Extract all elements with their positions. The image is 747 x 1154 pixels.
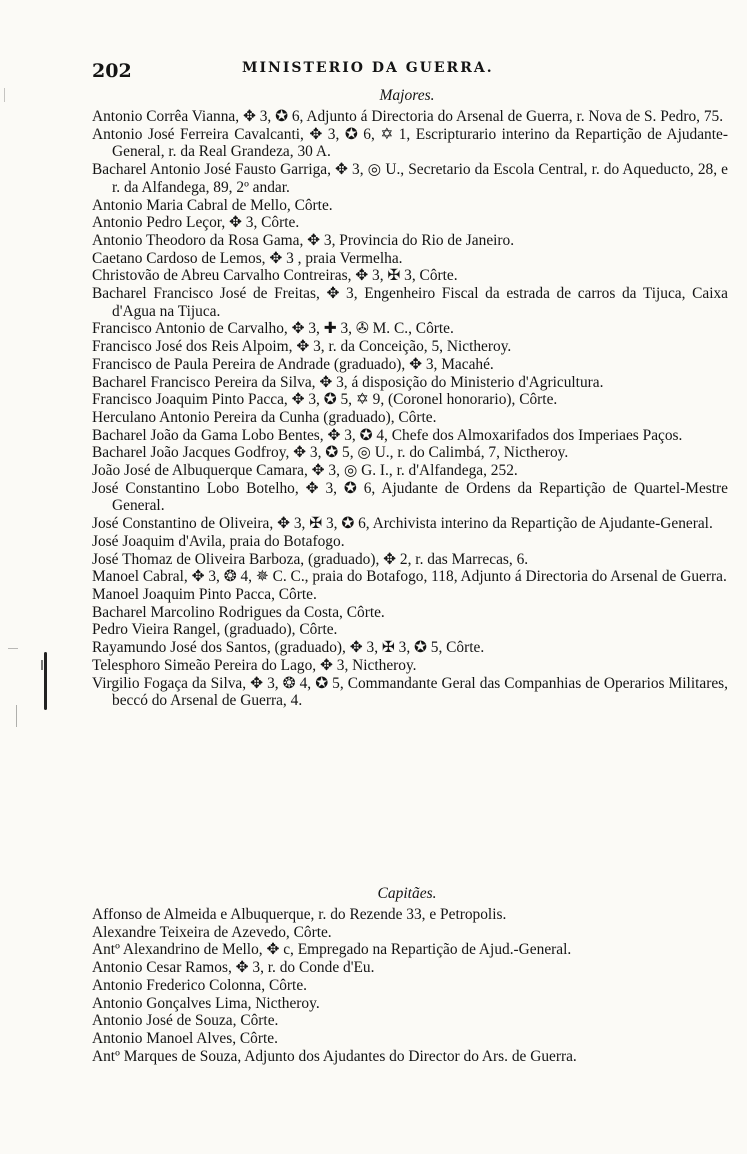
list-item: Pedro Vieira Rangel, (graduado), Côrte. xyxy=(92,621,338,639)
list-item: Francisco de Paula Pereira de Andrade (graduado), ✥ 3, Macahé. xyxy=(92,355,494,373)
list-item: Antonio Cesar Ramos, ✥ 3, r. do Conde d'Eu. xyxy=(92,959,375,977)
capitaes-list xyxy=(92,906,728,1065)
list-item: Antº Alexandrino de Mello, ✥ c, Empregado na Repartição de Ajud.-General. xyxy=(92,941,572,959)
page-header xyxy=(92,60,722,84)
list-item: Manoel Joaquim Pinto Pacca, Côrte. xyxy=(92,585,317,603)
list-item: Antonio Corrêa Vianna, ✥ 3, ✪ 6, Adjunto á Directoria do Arsenal de Guerra, r. Nova de S. Pedro, 75. xyxy=(92,108,724,125)
list-item: Francisco José dos Reis Alpoim, ✥ 3, r. da Conceição, 5, Nictheroy. xyxy=(92,338,512,356)
list-item: Bacharel Antonio José Fausto Garriga, ✥ 3, ◎ U., Secretario da Escola Central, r. do Aqueducto, 28, e r. da Alfandega, 89, 2º andar. xyxy=(92,161,728,196)
list-item: José Constantino Lobo Botelho, ✥ 3, ✪ 6, Ajudante de Ordens da Repartição de Quartel-Mestre General. xyxy=(92,479,728,515)
section-title-capitaes: Capitães. xyxy=(377,885,437,902)
list-item: Virgilio Fogaça da Silva, ✥ 3, ❂ 4, ✪ 5, Commandante Geral das Companhias de Operarios Militares, beccó do Arsenal de Guerra, 4. xyxy=(92,674,728,710)
margin-ink-speck xyxy=(16,705,17,727)
list-item: Bacharel Francisco José de Freitas, ✥ 3, Engenheiro Fiscal da estrada de carros da Tijuca, Caixa d'Agua na Tijuca. xyxy=(92,285,728,320)
list-item: Rayamundo José dos Santos, (graduado), ✥ 3, ✠ 3, ✪ 5, Côrte. xyxy=(92,639,485,657)
running-head: MINISTERIO DA GUERRA. xyxy=(242,60,494,76)
list-item: Bacharel Marcolino Rodrigues da Costa, Côrte. xyxy=(92,603,385,621)
list-item: Bacharel Francisco Pereira da Silva, ✥ 3, á disposição do Ministerio d'Agricultura. xyxy=(92,373,604,391)
section-title-majores: Majores. xyxy=(379,87,435,104)
list-item: Bacharel João da Gama Lobo Bentes, ✥ 3, ✪ 4, Chefe dos Almoxarifados dos Imperiaes Paços. xyxy=(92,426,683,444)
list-item: Antº Marques de Souza, Adjunto dos Ajudantes do Director do Ars. de Guerra. xyxy=(92,1047,577,1065)
list-item: Bacharel João Jacques Godfroy, ✥ 3, ✪ 5, ◎ U., r. do Calimbá, 7, Nictheroy. xyxy=(92,444,569,462)
list-item: Francisco Joaquim Pinto Pacca, ✥ 3, ✪ 5, ✡ 9, (Coronel honorario), Côrte. xyxy=(92,391,558,409)
list-item: Herculano Antonio Pereira da Cunha (graduado), Côrte. xyxy=(92,408,437,426)
list-item: Antonio Maria Cabral de Mello, Côrte. xyxy=(92,196,333,214)
margin-ink-mark xyxy=(44,652,47,710)
list-item: José Constantino de Oliveira, ✥ 3, ✠ 3, ✪ 6, Archivista interino da Repartição de Ajudante-General. xyxy=(92,515,713,533)
list-item: Affonso de Almeida e Albuquerque, r. do Rezende 33, e Petropolis. xyxy=(92,906,507,923)
majores-list xyxy=(92,108,728,710)
margin-ink-speck xyxy=(4,88,5,102)
list-item: Antonio Manoel Alves, Côrte. xyxy=(92,1029,278,1047)
list-item: João José de Albuquerque Camara, ✥ 3, ◎ G. I., r. d'Alfandega, 252. xyxy=(92,462,518,480)
list-item: Telesphoro Simeão Pereira do Lago, ✥ 3, Nictheroy. xyxy=(92,656,417,674)
list-item: Antonio José de Souza, Côrte. xyxy=(92,1012,279,1030)
margin-ink-speck xyxy=(41,660,43,670)
list-item: Christovão de Abreu Carvalho Contreiras, ✥ 3, ✠ 3, Côrte. xyxy=(92,267,458,285)
list-item: Antonio Theodoro da Rosa Gama, ✥ 3, Provincia do Rio de Janeiro. xyxy=(92,231,515,249)
list-item: Antonio Frederico Colonna, Côrte. xyxy=(92,976,308,994)
list-item: Antonio Pedro Leçor, ✥ 3, Côrte. xyxy=(92,214,300,232)
list-item: Francisco Antonio de Carvalho, ✥ 3, ✚ 3, ✇ M. C., Côrte. xyxy=(92,320,454,338)
list-item: Antonio Gonçalves Lima, Nictheroy. xyxy=(92,994,320,1012)
list-item: Antonio José Ferreira Cavalcanti, ✥ 3, ✪ 6, ✡ 1, Escripturario interino da Repartição de Ajudante-General, r. da Real Grandeza, 30 A. xyxy=(92,125,728,161)
list-item: Caetano Cardoso de Lemos, ✥ 3 , praia Vermelha. xyxy=(92,249,403,267)
list-item: Manoel Cabral, ✥ 3, ❂ 4, ✵ C. C., praia do Botafogo, 118, Adjunto á Directoria do Arsenal de Guerra. xyxy=(92,568,727,586)
list-item: Alexandre Teixeira de Azevedo, Côrte. xyxy=(92,923,332,941)
page-number: 202 xyxy=(92,60,132,82)
list-item: José Joaquim d'Avila, praia do Botafogo. xyxy=(92,532,345,550)
margin-ink-speck xyxy=(8,648,18,649)
list-item: José Thomaz de Oliveira Barboza, (graduado), ✥ 2, r. das Marrecas, 6. xyxy=(92,550,529,568)
